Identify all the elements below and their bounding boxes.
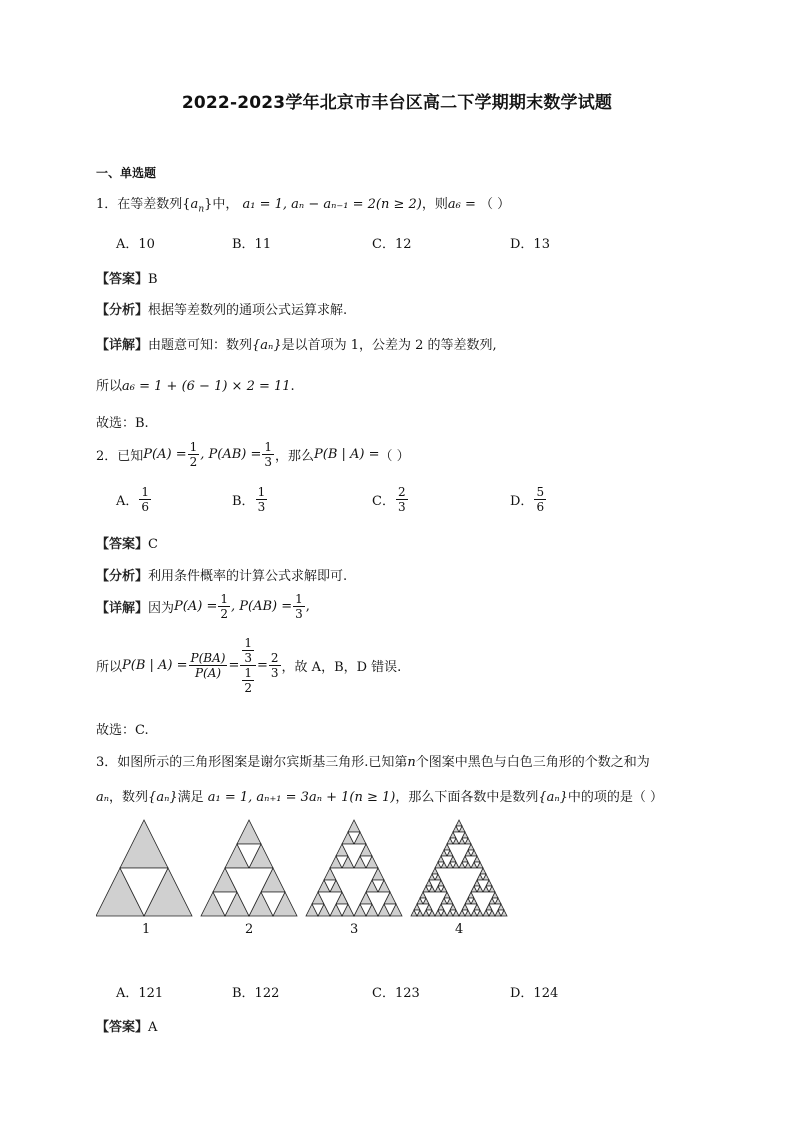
q2-detail2-b: ，故 A，B，D 错误. bbox=[281, 660, 402, 675]
q1-answer bbox=[96, 268, 158, 287]
frac-den: 3 bbox=[244, 651, 252, 665]
option-frac bbox=[256, 485, 268, 514]
q1-answer-value: B bbox=[148, 272, 158, 287]
section-heading: 一、单选题 bbox=[96, 166, 157, 180]
q2-detail-pa: P(A) = bbox=[174, 599, 218, 614]
q1-analysis bbox=[96, 299, 347, 318]
frac-den: 3 bbox=[264, 455, 272, 469]
q3-stem-b: 个图案中黑色与白色三角形的个数之和为 bbox=[415, 755, 650, 770]
frac-num: 2 bbox=[270, 651, 279, 665]
q2-answer bbox=[96, 533, 158, 552]
q3-line2-d: ，那么下面各数中是数列 bbox=[395, 790, 539, 805]
q3-answer bbox=[96, 1016, 157, 1035]
frac-den bbox=[240, 666, 256, 695]
q2-option-d bbox=[510, 485, 547, 514]
q1-stem-b: }中， bbox=[204, 197, 239, 212]
q1-option-a: A．10 bbox=[116, 237, 155, 252]
sierpinski-triangles bbox=[96, 820, 507, 916]
analysis-tag: 【分析】 bbox=[96, 303, 149, 318]
option-frac bbox=[396, 485, 408, 514]
q2-detail-frac-half bbox=[218, 592, 230, 621]
option-frac bbox=[139, 485, 151, 514]
frac-den: 3 bbox=[295, 607, 303, 621]
q2-eq-1: = bbox=[228, 658, 240, 673]
q1-detail bbox=[96, 334, 497, 353]
frac-num: 2 bbox=[397, 485, 406, 499]
q2-cond-frac bbox=[189, 651, 228, 680]
frac-den: 2 bbox=[189, 455, 198, 469]
q3-seq2: {aₙ} bbox=[538, 790, 568, 805]
detail-tag: 【详解】 bbox=[96, 338, 149, 353]
q2-detail-a: 因为 bbox=[148, 601, 175, 616]
q2-detail: 【详解】 因为 P(A) = $\frac{1}{2}$ , P(AB) = $\frac{1}{3}$ , bbox=[96, 592, 310, 621]
q3-stem-line2 bbox=[96, 786, 663, 805]
q2-pa: P(A) = bbox=[143, 447, 187, 462]
q1-analysis-text: 根据等差数列的通项公式运算求解. bbox=[148, 303, 348, 318]
q3-option-a: A．121 bbox=[116, 986, 164, 1001]
figure-label-2: 2 bbox=[245, 922, 254, 937]
frac-den: 3 bbox=[270, 666, 279, 680]
q1-detail2-eq: a₆ = 1 + (6 − 1) × 2 = 11 bbox=[122, 379, 291, 394]
q2-analysis bbox=[96, 565, 347, 584]
frac-num: 1 bbox=[244, 666, 252, 680]
q1-stem bbox=[96, 193, 510, 215]
q2-detail2-a: 所以 bbox=[96, 660, 123, 675]
figure-label-3: 3 bbox=[350, 922, 359, 937]
q1-detail2-a: 所以 bbox=[96, 379, 123, 394]
q2-frac-half bbox=[188, 440, 200, 469]
q2-option-b bbox=[232, 485, 268, 514]
q2-eq-2: = bbox=[257, 658, 268, 673]
q3-option-d: D．124 bbox=[510, 986, 559, 1001]
q3-an: aₙ bbox=[96, 790, 110, 805]
q2-compound-frac bbox=[240, 636, 256, 695]
frac-den: 6 bbox=[536, 500, 545, 514]
q3-line2-b: ，数列 bbox=[109, 790, 149, 805]
frac-num bbox=[240, 636, 256, 666]
detail-tag: 【详解】 bbox=[96, 601, 149, 616]
figure-label-4: 4 bbox=[455, 922, 464, 937]
q1-detail-line2 bbox=[96, 375, 295, 394]
q2-frac-third bbox=[262, 440, 274, 469]
q1-conclusion: 故选：B. bbox=[96, 416, 149, 431]
frac-num: 1 bbox=[264, 440, 272, 454]
q3-stem-a: 3．如图所示的三角形图案是谢尔宾斯基三角形.已知第 bbox=[96, 755, 408, 770]
q3-n: n bbox=[407, 755, 416, 770]
frac-num: P(BA) bbox=[190, 651, 226, 665]
q3-option-c: C．123 bbox=[372, 986, 420, 1001]
filled-triangle bbox=[456, 820, 462, 826]
q2-analysis-text: 利用条件概率的计算公式求解即可. bbox=[148, 569, 348, 584]
q2-stem-a: 2．已知 bbox=[96, 449, 144, 464]
q1-seq: a bbox=[190, 197, 199, 212]
frac-den: 2 bbox=[244, 681, 252, 695]
q2-result-frac bbox=[269, 651, 281, 680]
answer-tag: 【答案】 bbox=[96, 1020, 149, 1035]
q3-cond: a₁ = 1, aₙ₊₁ = 3aₙ + 1(n ≥ 1) bbox=[207, 790, 396, 805]
frac-den: 3 bbox=[397, 500, 406, 514]
frac-den: 3 bbox=[257, 500, 266, 514]
figure-label-1: 1 bbox=[142, 922, 151, 937]
q1-detail-b: 是以首项为 1，公差为 2 的等差数列, bbox=[281, 338, 497, 353]
frac-num: 1 bbox=[257, 485, 266, 499]
q2-cond-lhs: P(B | A) = bbox=[122, 658, 188, 673]
q2-detail-line2 bbox=[96, 636, 401, 695]
q1-option-c: C．12 bbox=[372, 237, 412, 252]
q1-detail-seq: {aₙ} bbox=[252, 338, 282, 353]
q2-conclusion: 故选：C. bbox=[96, 723, 149, 738]
q1-cond: a₁ = 1, aₙ − aₙ₋₁ = 2(n ≥ 2) bbox=[242, 197, 422, 212]
q3-stem bbox=[96, 751, 650, 770]
q1-option-b: B．11 bbox=[232, 237, 272, 252]
answer-tag: 【答案】 bbox=[96, 272, 149, 287]
filled-triangle bbox=[348, 820, 360, 832]
q2-option-a bbox=[116, 485, 152, 514]
q2-detail-frac-third bbox=[293, 592, 305, 621]
q3-option-b: B．122 bbox=[232, 986, 280, 1001]
q1-stem-a: 1．在等差数列{ bbox=[96, 197, 191, 212]
q1-option-d: D．13 bbox=[510, 237, 550, 252]
page-title: 2022-2023学年北京市丰台区高二下学期期末数学试题 bbox=[181, 93, 613, 113]
q1-paren: （ ） bbox=[479, 197, 511, 212]
frac-num: 1 bbox=[189, 440, 198, 454]
option-label: D． bbox=[510, 494, 534, 509]
frac-num: 5 bbox=[536, 485, 545, 499]
option-frac bbox=[534, 485, 546, 514]
answer-tag: 【答案】 bbox=[96, 537, 149, 552]
q2-ask: P(B | A) = bbox=[314, 447, 380, 462]
q2-option-c bbox=[372, 485, 409, 514]
option-label: A． bbox=[116, 494, 139, 509]
q1-detail2-b: . bbox=[290, 379, 295, 394]
filled-triangle bbox=[237, 820, 261, 844]
q2-stem bbox=[96, 440, 410, 469]
q1-stem-c: ，则 bbox=[421, 197, 448, 212]
sierpinski-figure bbox=[96, 818, 516, 920]
frac-den: P(A) bbox=[194, 666, 222, 680]
frac-num: 1 bbox=[244, 636, 252, 650]
q3-line2-e: 中的项的是（ ） bbox=[567, 790, 664, 805]
q2-answer-value: C bbox=[148, 537, 158, 552]
q2-detail-pab: , P(AB) = bbox=[230, 599, 293, 614]
q3-line2-c: 满足 bbox=[177, 790, 204, 805]
q2-stem-b: ，那么 bbox=[275, 449, 315, 464]
frac-num: 1 bbox=[295, 592, 303, 606]
option-label: B． bbox=[232, 494, 255, 509]
q1-ask: a₆ = bbox=[447, 197, 476, 212]
frac-num: 1 bbox=[220, 592, 228, 606]
frac-den: 2 bbox=[220, 607, 228, 621]
option-label: C． bbox=[372, 494, 395, 509]
frac-den: 6 bbox=[141, 500, 150, 514]
q3-seq: {aₙ} bbox=[148, 790, 178, 805]
frac-num: 1 bbox=[141, 485, 150, 499]
q2-pab: , P(AB) = bbox=[200, 447, 262, 462]
q1-detail-a: 由题意可知：数列 bbox=[148, 338, 253, 353]
q3-answer-value: A bbox=[148, 1020, 158, 1035]
q2-paren: （ ） bbox=[379, 449, 410, 464]
q1-seq-sub: n bbox=[198, 204, 205, 215]
analysis-tag: 【分析】 bbox=[96, 569, 149, 584]
filled-triangle bbox=[120, 820, 168, 868]
